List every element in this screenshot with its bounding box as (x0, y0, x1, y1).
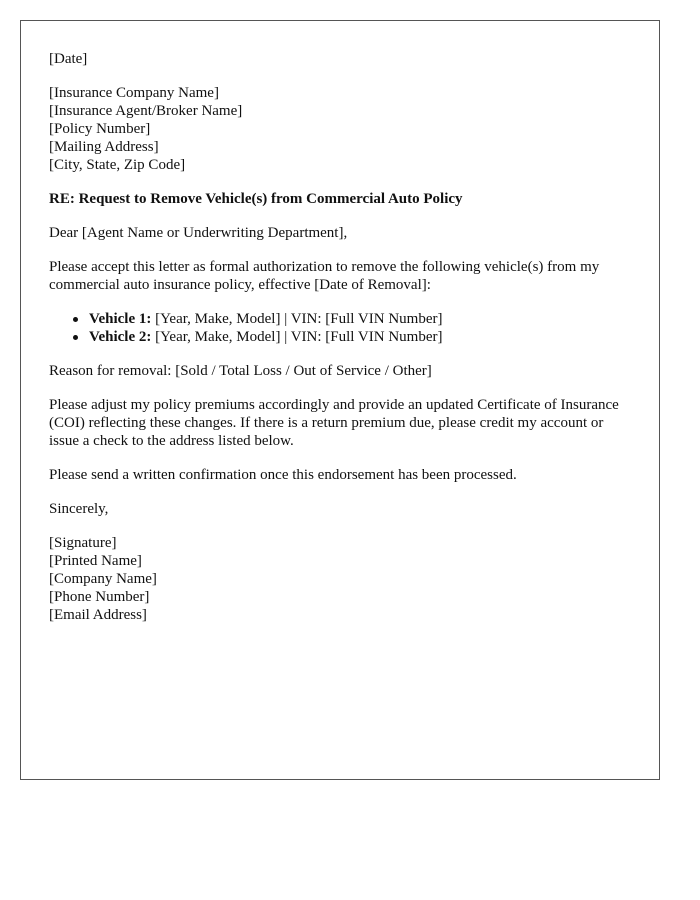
signature-line: [Signature] (49, 535, 117, 551)
signature-block (49, 534, 631, 624)
vehicle-list (49, 310, 631, 346)
subject-line: RE: Request to Remove Vehicle(s) from Commercial Auto Policy (49, 191, 463, 207)
closing: Sincerely, (49, 501, 109, 517)
company-name: [Company Name] (49, 571, 157, 587)
recipient-policy: [Policy Number] (49, 121, 151, 137)
list-item (89, 310, 631, 328)
adjust-paragraph: Please adjust my policy premiums accordingly and provide an updated Certificate of Insurance (COI) reflecting these changes. If there is a return premium due, please credit my account or issue a check to the address listed below. (49, 397, 619, 449)
recipient-company: [Insurance Company Name] (49, 85, 219, 101)
email-address: [Email Address] (49, 607, 147, 623)
list-item (89, 328, 631, 346)
intro-paragraph: Please accept this letter as formal authorization to remove the following vehicle(s) from my commercial auto insurance policy, effective [Date of Removal]: (49, 259, 600, 293)
reason-line: Reason for removal: [Sold / Total Loss / Out of Service / Other] (49, 363, 432, 379)
phone-number: [Phone Number] (49, 589, 150, 605)
confirmation-paragraph: Please send a written confirmation once this endorsement has been processed. (49, 467, 517, 483)
recipient-agent: [Insurance Agent/Broker Name] (49, 103, 243, 119)
bullet-icon (73, 317, 78, 322)
letter-date: [Date] (49, 51, 88, 67)
vehicle-label: Vehicle 2: (89, 329, 152, 345)
recipient-address: [Mailing Address] (49, 139, 159, 155)
vehicle-details: [Year, Make, Model] | VIN: [Full VIN Number] (155, 311, 443, 327)
recipient-city: [City, State, Zip Code] (49, 157, 186, 173)
vehicle-details: [Year, Make, Model] | VIN: [Full VIN Number] (155, 329, 443, 345)
letter-page (20, 20, 660, 780)
vehicle-label: Vehicle 1: (89, 311, 152, 327)
salutation: Dear [Agent Name or Underwriting Department], (49, 225, 348, 241)
bullet-icon (73, 335, 78, 340)
recipient-block (49, 84, 631, 174)
printed-name: [Printed Name] (49, 553, 142, 569)
